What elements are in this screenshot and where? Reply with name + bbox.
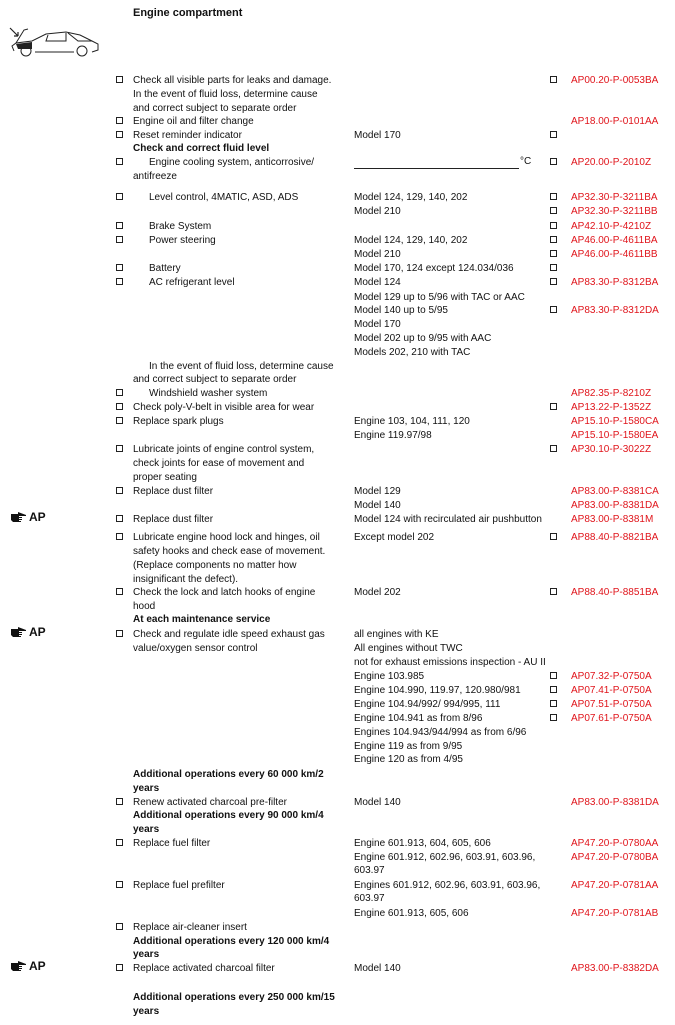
work-reference-code: AP07.41-P-0750A [571,685,652,696]
applicability-note: Model 124, 129, 140, 202 [354,235,468,246]
task-description: Engine cooling system, anticorrosive/ [149,157,315,168]
pointing-hand-icon [10,511,28,523]
task-description: safety hooks and check ease of movement. [133,546,326,557]
car-hood-open-icon [8,24,102,58]
task-description: Check poly-V-belt in visible area for wear [133,402,315,413]
applicability-note: not for exhaust emissions inspection - AU II [354,657,546,668]
work-reference-code: AP07.51-P-0750A [571,699,652,710]
task-description: Replace spark plugs [133,416,224,427]
task-description: Reset reminder indicator [133,130,242,141]
task-description: check joints for ease of movement and [133,458,305,469]
applicability-note: All engines without TWC [354,643,463,654]
applicability-note: Engine 104.941 as from 8/96 [354,713,483,724]
applicability-note: Model 170 [354,130,401,141]
task-description: (Replace components no matter how [133,560,297,571]
applicability-note: Model 124, 129, 140, 202 [354,192,468,203]
checkbox[interactable] [550,264,557,271]
checkbox[interactable] [116,158,123,165]
pointing-hand-icon [10,960,28,972]
applicability-note: Engine 104.94/992/ 994/995, 111 [354,699,501,710]
checkbox[interactable] [116,881,123,888]
task-description: and correct subject to separate order [133,374,297,385]
work-reference-code: AP15.10-P-1580CA [571,416,659,427]
checkbox[interactable] [550,278,557,285]
checkbox[interactable] [550,403,557,410]
applicability-note: Engine 601.913, 605, 606 [354,908,469,919]
checkbox[interactable] [116,515,123,522]
work-reference-code: AP83.00-P-8381DA [571,500,659,511]
checkbox[interactable] [550,207,557,214]
applicability-note: Model 210 [354,206,401,217]
work-reference-code: AP82.35-P-8210Z [571,388,652,399]
applicability-note: Model 129 up to 5/96 with TAC or AAC [354,292,525,303]
checkbox[interactable] [116,389,123,396]
work-reference-code: AP83.30-P-8312BA [571,277,659,288]
checkbox[interactable] [116,117,123,124]
checkbox[interactable] [116,798,123,805]
ap-label: AP [29,510,46,524]
work-reference-code: AP15.10-P-1580EA [571,430,659,441]
applicability-note: Model 124 [354,277,401,288]
applicability-note: Engines 104.943/944/994 as from 6/96 [354,727,527,738]
task-description: AC refrigerant level [149,277,235,288]
applicability-note: Model 140 up to 5/95 [354,305,448,316]
section-heading: Additional operations every 90 000 km/4 [133,810,324,821]
pointing-hand-icon [10,626,28,638]
checkbox[interactable] [116,76,123,83]
work-reference-code: AP47.20-P-0780AA [571,838,659,849]
checkbox[interactable] [116,630,123,637]
checkbox[interactable] [550,306,557,313]
task-description: Windshield washer system [149,388,268,399]
task-description: antifreeze [133,171,177,182]
checkbox[interactable] [116,417,123,424]
work-reference-code: AP88.40-P-8821BA [571,532,659,543]
ap-reference-marker [10,625,55,639]
applicability-note: Except model 202 [354,532,435,543]
checkbox[interactable] [550,686,557,693]
task-description: Replace fuel prefilter [133,880,225,891]
checkbox[interactable] [116,445,123,452]
checkbox[interactable] [116,964,123,971]
section-heading: Additional operations every 60 000 km/2 [133,769,324,780]
work-reference-code: AP42.10-P-4210Z [571,221,652,232]
work-reference-code: AP47.20-P-0780BA [571,852,659,863]
task-description: hood [133,601,156,612]
task-description: Battery [149,263,181,274]
checkbox[interactable] [116,923,123,930]
checkbox[interactable] [550,533,557,540]
task-description: Level control, 4MATIC, ASD, ADS [149,192,299,203]
work-reference-code: AP07.32-P-0750A [571,671,652,682]
section-heading: years [133,824,160,835]
applicability-note: Model 129 [354,486,401,497]
section-title: Engine compartment [133,7,243,19]
checkbox[interactable] [550,236,557,243]
task-description: Replace dust filter [133,486,214,497]
checkbox[interactable] [116,278,123,285]
applicability-note: Model 202 up to 9/95 with AAC [354,333,492,344]
checkbox[interactable] [116,193,123,200]
checkbox[interactable] [116,264,123,271]
section-heading: At each maintenance service [133,614,271,625]
checkbox[interactable] [550,131,557,138]
checkbox[interactable] [116,487,123,494]
applicability-note: Engine 119 as from 9/95 [354,741,463,752]
work-reference-code: AP30.10-P-3022Z [571,444,652,455]
applicability-note: Model 170 [354,319,401,330]
work-reference-code: AP83.00-P-8381CA [571,486,659,497]
applicability-note: Engine 601.913, 604, 605, 606 [354,838,491,849]
ap-reference-marker [10,959,55,973]
checkbox[interactable] [116,222,123,229]
checkbox[interactable] [550,700,557,707]
work-reference-code: AP47.20-P-0781AA [571,880,659,891]
section-heading: Additional operations every 250 000 km/15 [133,992,335,1003]
applicability-note: Model 124 with recirculated air pushbutton [354,514,542,525]
section-heading: Additional operations every 120 000 km/4 [133,936,330,947]
task-description: In the event of fluid loss, determine cause [149,361,334,372]
section-heading: years [133,949,160,960]
work-reference-code: AP07.61-P-0750A [571,713,652,724]
task-description: Check the lock and latch hooks of engine [133,587,316,598]
work-reference-code: AP83.00-P-8381M [571,514,654,525]
task-description: Lubricate engine hood lock and hinges, oil [133,532,320,543]
ap-reference-marker [10,510,55,524]
task-description: insignificant the defect). [133,574,239,585]
task-description: Check all visible parts for leaks and damage. [133,75,332,86]
task-description: Engine oil and filter change [133,116,254,127]
checkbox[interactable] [550,672,557,679]
task-description: value/oxygen sensor control [133,643,258,654]
checkbox[interactable] [550,193,557,200]
work-reference-code: AP20.00-P-2010Z [571,157,652,168]
work-reference-code: AP83.00-P-8382DA [571,963,659,974]
work-reference-code: AP18.00-P-0101AA [571,116,659,127]
task-description: Renew activated charcoal pre-filter [133,797,287,808]
checkbox[interactable] [116,403,123,410]
task-description: Brake System [149,221,212,232]
applicability-note: 603.97 [354,893,385,904]
section-heading: Check and correct fluid level [133,143,270,154]
task-description: In the event of fluid loss, determine cause [133,89,318,100]
checkbox[interactable] [550,714,557,721]
applicability-note: Model 140 [354,963,401,974]
work-reference-code: AP83.30-P-8312DA [571,305,659,316]
checkbox[interactable] [550,158,557,165]
applicability-note: Engines 601.912, 602.96, 603.91, 603.96, [354,880,541,891]
checkbox[interactable] [550,588,557,595]
applicability-note: Engine 104.990, 119.97, 120.980/981 [354,685,521,696]
applicability-note: 603.97 [354,865,385,876]
work-reference-code: AP88.40-P-8851BA [571,587,659,598]
applicability-note: Engine 103, 104, 111, 120 [354,416,470,427]
checkbox[interactable] [550,222,557,229]
work-reference-code: AP46.00-P-4611BA [571,235,658,246]
work-reference-code: AP83.00-P-8381DA [571,797,659,808]
applicability-note: Model 170, 124 except 124.034/036 [354,263,514,274]
temperature-unit: °C [520,156,532,167]
applicability-note: Model 202 [354,587,401,598]
work-reference-code: AP00.20-P-0053BA [571,75,659,86]
checkbox[interactable] [550,76,557,83]
checkbox[interactable] [116,533,123,540]
ap-label: AP [29,625,46,639]
checkbox[interactable] [116,588,123,595]
checkbox[interactable] [116,131,123,138]
applicability-note: Engine 601.912, 602.96, 603.91, 603.96, [354,852,536,863]
checkbox[interactable] [550,445,557,452]
section-heading: years [133,783,160,794]
checkbox[interactable] [116,839,123,846]
applicability-note: Model 140 [354,797,401,808]
applicability-note: Model 140 [354,500,401,511]
ap-label: AP [29,959,46,973]
applicability-note: Models 202, 210 with TAC [354,347,471,358]
task-description: Lubricate joints of engine control system, [133,444,315,455]
work-reference-code: AP47.20-P-0781AB [571,908,659,919]
task-description: Check and regulate idle speed exhaust gas [133,629,325,640]
task-description: Replace dust filter [133,514,214,525]
applicability-note: Engine 119.97/98 [354,430,432,441]
temperature-entry-line[interactable] [354,168,519,169]
work-reference-code: AP32.30-P-3211BB [571,206,658,217]
task-description: proper seating [133,472,197,483]
work-reference-code: AP13.22-P-1352Z [571,402,652,413]
section-heading: years [133,1006,160,1017]
checkbox[interactable] [116,236,123,243]
applicability-note: all engines with KE [354,629,439,640]
task-description: and correct subject to separate order [133,103,297,114]
task-description: Replace air-cleaner insert [133,922,247,933]
task-description: Power steering [149,235,216,246]
checkbox[interactable] [550,250,557,257]
task-description: Replace fuel filter [133,838,211,849]
applicability-note: Engine 120 as from 4/95 [354,754,463,765]
applicability-note: Model 210 [354,249,401,260]
task-description: Replace activated charcoal filter [133,963,275,974]
applicability-note: Engine 103.985 [354,671,425,682]
work-reference-code: AP32.30-P-3211BA [571,192,658,203]
work-reference-code: AP46.00-P-4611BB [571,249,658,260]
